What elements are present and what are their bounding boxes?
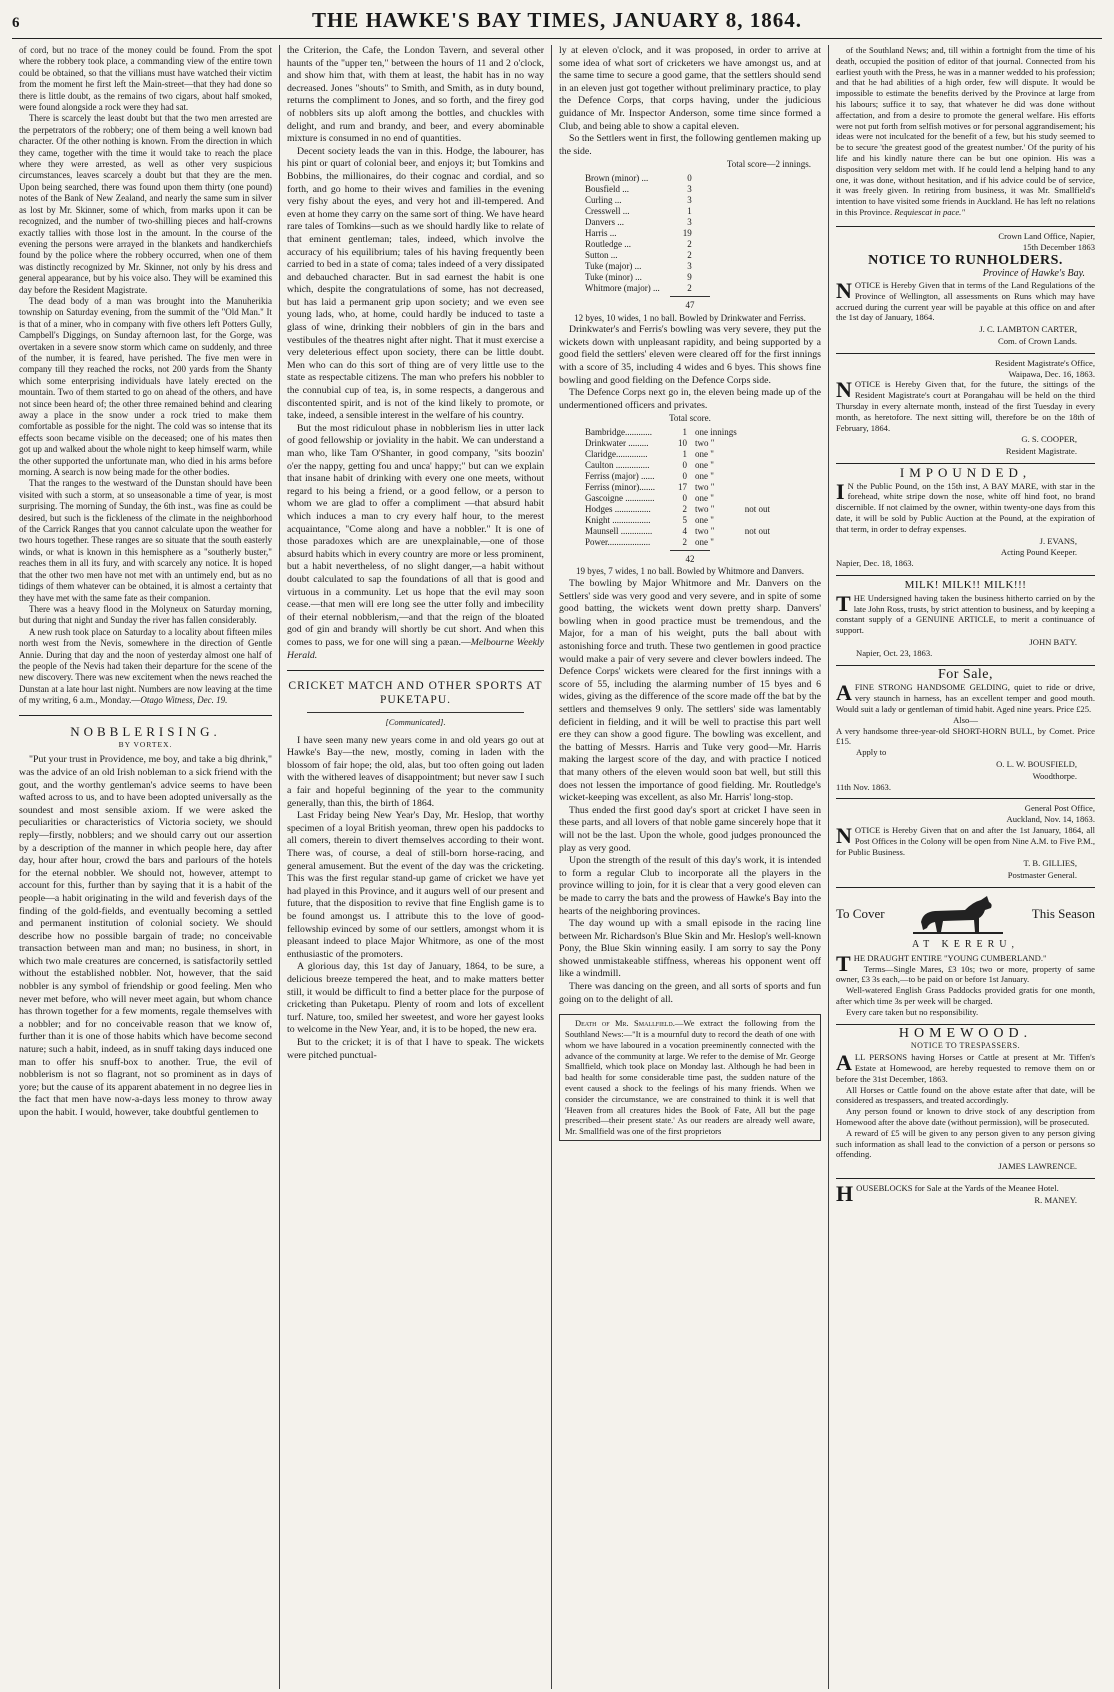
date-line: 15th December 1863 [1022,241,1095,252]
score-row [581,195,696,206]
player-score: 1 [682,448,687,459]
divider [19,715,272,716]
notice-text: A reward of £5 will be given to any person given to any person giving such information as shall lead to the conviction of a person or persons so offending. [836,1127,1095,1160]
paragraph: The dead body of a man was brought into the Manuherikia township on Saturday evening, from the summit of the "Old Man." It is that of a miner, who in company with five others left Potters Gully, Campbell's Diggings, on Sunday afternoon last, for the Gorge, was overtaken in a severe snow storm which came on suddenly, and three of the number, it is feared, have perished. The five men were in company till they reached the rocks, not 200 yards from the Shanty which some enterprising individuals have lately erected on the mountain. Two of them started to go on ahead of the others, and have not since been heard of; the other three remained behind and clearing away a place in the snow under a rock tried to make them comfortable as possible for the night. The cold was so intense that its effects soon became visible on the deceased; one of his mates then got up and walked about the whole night to keep himself warm, while the other supported the unfortunate man, who died in his arms before morning. A search is now being made for the other bodies. [19,295,272,478]
player-score: 2 [682,503,687,514]
notice-body [836,825,1095,857]
article-note: [Communicated]. [385,717,446,728]
notice-text: All Horses or Cattle found on the above estate after that date, will be considered as trespassers, and treated accordingly. [836,1084,1095,1106]
score-row [581,449,774,460]
score-row [581,537,774,548]
date-line: Napier, Oct. 23, 1863. [856,647,933,658]
notice-title: HOMEWOOD. [898,1025,1033,1041]
player-name: Hodges ................ [585,503,651,514]
score-row [581,460,774,471]
not-out [741,515,774,526]
death-text: of the Southland News; and, till within a fortnight from the time of his death, occupied the position of editor of that journal. Connected from his earliest youth with the Press, he was in a manner wedded to his profession; and that he had abilities of a high order, few will dispute. It would be impossible to estimate the benefits derived by the Province at large from his labours; suffice it to say, that whatever he did was done without affectation, and from a desire to promote the general welfare. His efforts were not put forth from selfish motives or for personal aggrandisement; his ideas were not inculcated for the benefit of a few, but his study seemed to be to secure 'the greatest good of the greatest number.' Of the purity of his life and his kindly nature there can be but one opinion. His was a disposition very seldom met with. If he could lend a helping hand to any one, it was done, without hesitation, and if his advice could be of service, it was freely given. In retiring from business, it was Mr. Smallfield's intention to have visited some friends in Auckland. He has left no relations in this Province. [836,45,1095,217]
notice-title: For Sale, [937,666,994,682]
score-row [581,427,774,438]
score-row [581,250,696,261]
score-row [581,482,774,493]
signature: G. S. COOPER, [1021,434,1077,445]
signature-title: Com. of Crown Lands. [997,335,1077,346]
column-4 [829,45,1102,1689]
stud-notice [836,892,1095,1018]
player-score: 9 [687,271,692,282]
total-rule [670,296,710,297]
not-out [741,449,774,460]
player-name: Maunsell .............. [585,525,653,536]
divider [836,353,1095,354]
innings: two " [695,481,715,492]
score-row [581,283,696,294]
player-name: Routledge ... [585,238,631,249]
drop-cap: T [836,590,851,616]
total-rule [670,550,710,551]
divider [307,712,524,713]
score-row [581,261,696,272]
defence-score-table [581,427,774,548]
column-1 [12,45,280,1689]
score-row [581,173,696,184]
drop-cap: T [836,950,851,976]
drop-cap: I [836,478,845,504]
innings: two " [695,437,715,448]
player-score: 4 [682,525,687,536]
notice-text: OTICE is Hereby Given that, for the future, the sittings of the Resident Magistrate's court at Porangahau will be held on the third Thursday in every alternate month, instead of the first Tuesday in every month, as heretofore. The next sitting will, therefore be on the 18th of February, 1864. [836,379,1095,433]
paragraph: Thus ended the first good day's sport at cricket I have seen in these parts, and all lovers of that noble game sincerely hope that it will not be the last. Upon the whole, good judges pronounced the play as very good. [559,804,821,854]
cover-heading [836,892,1095,936]
paragraph-text: But the most ridiculout phase in nobblerism lies in utter lack of good fellowship or joviality in the habit. We can understand a man who, like Tam O'Shanter, in good company, "sits boozin' o'er the nappy, getting fou and unca' happy;" but can we explain that insane habit of drinking with every one one meets, without regard to his being a friend, or a good fellow, or a person to whom we are glad to offer a compliment —that absurd habit which induces a man to cry every half hour, to the merest acquaintance, "Come along and have a nobbler." It is one of those paradoxes which are are unexplainable,—one of those absurd habits which in every country are more or less prominent, but a habit nevertheless, of no slight danger,—a habit without doubt calculated to sap the foundations of all that is good and virtuous in a community. Let us hope that the evil may soon cease.—that men will ere long see the utter folly and imbecility of their eternal nobblerism,—and that the reign of the bloated god of gin and brandy will shortly be cut short. And when this comes to pass, we for one will sing a pæan.— [287,422,544,648]
article-byline: BY VORTEX. [118,739,173,749]
innings: one " [695,514,714,525]
cover-left: To Cover [836,905,885,921]
signature-title: Resident Magistrate. [1005,446,1077,457]
divider [287,670,544,671]
column-3 [552,45,829,1689]
notice-text: OTICE is Hereby Given that on and after the 1st January, 1864, all Post Offices in the Colony will be open from Nine A.M. to Five P.M., for Public Business. [836,825,1095,857]
paragraph: The bowling by Major Whitmore and Mr. Danvers on the Settlers' side was very good and very severe, and in spite of some good batting, the wickets went down pretty sharp. Danvers' bowling when in good practice must be tremendous, and the Major, for a man of his weight, puts the ball about with astonishing force and truth. These two gentlemen in good practice would make a pair of very severe and clever bowlers indeed. The Defence Corps' wickets were cleared for the first innings with a score of 55, including the alarming number of 15 byes and 6 wides, giving as the difference of the score made off the bat by the settlers and themselves 9 only. The settlers' side was lamentably deficient in fielding, and it will be well to practise this part well ere they can show a good figure. The bowling was excellent, and the batting of Messrs. Harris and Tuke very good—Mr. Harris making the largest score of the day, and with practice I noticed that many others of the eleven would soon bat well, but still this does not lessen the importance of good fielding. Mr. Routledge's wicket-keeping was excellent, as also Mr. Harris' long-stop. [559,578,821,804]
also-line: Also— [953,714,978,725]
player-name: Sutton ... [585,249,618,260]
divider [836,1024,1095,1025]
magistrate-notice [836,358,1095,457]
innings: one " [695,459,714,470]
notice-text: FINE STRONG HANDSOME GELDING, quiet to ride or drive, very staunch in harness, has an excellent temper and good mouth. Would suit a lady or gentleman of timid habit. Aged nine years. Price £25. [836,682,1095,715]
score-note: 19 byes, 7 wides, 1 no ball. Bowled by Whitmore and Danvers. [575,566,805,577]
notice-body [836,682,1095,714]
homewood-notice [836,1025,1095,1172]
page-number: 6 [12,15,20,31]
drop-cap: A [836,1050,852,1076]
office-line: Crown Land Office, Napier, [998,230,1095,241]
article-title: CRICKET MATCH AND OTHER SPORTS AT PUKETAPU. [288,680,543,707]
care-note: Every care taken but no responsibility. [846,1006,979,1017]
not-out [741,493,774,504]
score-row [581,438,774,449]
death-text: —We extract the following from the Southland News:—"It is a mournful duty to record the death of one with whom we have laboured in a vocation preeminently connected with the advance of the community at large. We refer to the demise of Mr. George Smallfield, which took place on Monday last. Although he had been in bad health for some considerable time past, the sudden nature of the event caused a shock to the feelings of his many friends. When we consider the circumstance, we are constrained to think it is well that 'Heaven from all creatures hides the Book of Fate, All but the page prescribed—their present state.' As our readers are already well aware, Mr. Smallfield was one of the first proprietors [565,1018,815,1137]
signature: O. L. W. BOUSFIELD, [996,759,1077,770]
date-line: 11th Nov. 1863. [836,781,891,792]
not-out [741,482,774,493]
death-notice-box [559,1014,821,1141]
player-name: Danvers ... [585,216,624,227]
score-row [581,526,774,537]
score-row [581,471,774,482]
score-total: 42 [685,553,695,564]
notice-text: OUSEBLOCKS for Sale at the Yards of the Meanee Hotel. [856,1182,1059,1193]
player-name: Whitmore (major) ... [585,282,660,293]
drop-cap: H [836,1180,854,1206]
date-line: Auckland, Nov. 14, 1863. [1006,814,1095,825]
player-score: 0 [682,470,687,481]
player-name: Tuke (major) ... [585,260,642,271]
latin-phrase: Requiescat in pace." [894,206,965,217]
paragraph: Decent society leads the van in this. Hodge, the labourer, has his pint or quart of colonial beer, and enjoys it; but Tomkins and Bobbins, the millionaires, do their cognac and cordial, and so forth, and go home to their wives and families in the evening very fishy about the eyes, and very hot and ill-tempered. And even at home they carry on the same sort of thing. We have heard rare tales of Tomkins—such as we should hardly like to relate of that eminent gentleman; tales, indeed, which involve the accuracy of his equilibrium; tales of his having frequently been carried to bed in a state of coma; tales indeed of a very dissipated and debauched character. But in sad earnest the habit is one which, despite the congratulations of some, has not decreased, but has laid a permanent grip upon society; and we even see young lads, who, at home, could hardly be induced to taste a glass of wine, drinking their nobblers of gin in the bars and vestibules of the theatres night after night. That it must exercise a very deleterious effect upon society, there can be little doubt. Men who can do this sort of thing are of very little use to the state as respectable citizens. The man who prefers his nobbler to the connubial cup of tea, is, in some respects, a dangerous and discontented spirit, and is not of the kind likely to promote, or take, indeed, a sensible interest in the welfare of his country. [287,145,544,422]
date-line: Napier, Dec. 18, 1863. [836,558,914,569]
paragraph: The Defence Corps next go in, the eleven being made up of the undermentioned officers and privates. [559,387,821,411]
divider [836,463,1095,464]
not-out [741,537,774,548]
player-score: 17 [678,481,687,492]
divider [836,575,1095,576]
cover-right: This Season [1031,905,1095,921]
settlers-score-table [581,173,696,294]
score-total: 47 [685,299,695,310]
player-name: Curling ... [585,194,622,205]
place-line: AT KERERU, [911,938,1020,950]
signature-title: Woodthorpe. [1032,770,1077,781]
signature: JAMES LAWRENCE. [998,1161,1077,1172]
not-out [741,438,774,449]
divider [836,665,1095,666]
innings: one innings [695,426,737,437]
paragraph: There was dancing on the green, and all sorts of sports and fun going on to the delight of all. [559,981,821,1005]
signature-title: Acting Pound Keeper. [1000,547,1077,558]
signature-title: Postmaster General. [1007,870,1077,881]
player-name: Gascoigne ............. [585,492,655,503]
player-name: Bambridge............ [585,426,652,437]
notice-text: Any person found or known to drive stock of any description from Homewood after the above date (without permission), will be prosecuted. [836,1106,1095,1127]
innings: one " [695,536,714,547]
office-line: Resident Magistrate's Office, [995,357,1095,368]
signature: J. C. LAMBTON CARTER, [979,324,1077,335]
date-line: Waipawa, Dec. 16, 1863. [1008,368,1095,379]
office-line: General Post Office, [1024,803,1095,814]
paragraph [287,423,544,662]
player-name: Tuke (minor) ... [585,271,642,282]
paragraph: "Put your trust in Providence, me boy, and take a big dhrink," was the advice of an old Irish nobleman to a sick friend with the gout, and the worthy gentleman's advice seems to have been wafted across to us, and to have been adopted universally as the soundest and most sensible axiom. If we were asked the peculiarities or characteristics of Victoria society, we should reply—firstly, nobblers; and we should carry out our assertion by a description of the manner in which people here, day after day, hour after hour, crowd the bars and parlours of the hotels for the eternal nobbler. We should not, however, attempt to account for this, further than by saying that it is a habit of the people—a habit originating in the wild and feverish days of the finding of the gold-fields, and eventually becoming a settled and permanent institution of colonial society. We should describe how no possible bargain of trade; no conceivable transaction between man and man; no business, in short, in which two male creatures are concerned, is satisfactorily settled without the established nobbler. Not, however, that the said nobbler is any symbol of friendship or good feeling. Men who never met before, who will never meet again, but whom chance has thrown together for a few moments, regale themselves with a nobbler; and for no conceivable reason that we know of, further than it is one of those habits which have become second nature; such a habit, indeed, as in snuff taking days induced one man to offer his snuff-box to another. True, the evil of nobblerism is not so flagrant, not so prominent as in days of yore; but the cause of its apparent abatement in no degree lies in the fact that men have now-a-days less money to throw away upon the habit. I would, however, take doubtful gentlemen to [19,754,272,1118]
paragraph: There was a heavy flood in the Molyneux on Saturday morning, but during that night and Sunday the river has fallen considerably. [19,603,272,626]
source-credit: Melbourne Weekly Herald. [287,636,544,661]
notice-text: N the Public Pound, on the 15th inst, A BAY MARE, with star in the forehead, white stripe down the nose, white off hind foot, no brand discernible. If not claimed by the owner, within twenty-one days from this date, it will be sold by Public Auction at the Pound, at the expiration of that term, in order to defray expenses. [836,480,1095,534]
post-office-notice [836,803,1095,881]
divider [836,887,1095,888]
player-score: 3 [687,183,692,194]
notice-title: MILK! MILK!! MILK!!! [904,579,1027,592]
not-out: not out [744,503,771,514]
paragraph: So the Settlers went in first, the following gentlemen making up the side. [559,133,821,157]
death-heading: Death of Mr. Smallfield. [575,1018,675,1029]
score-note: 12 byes, 10 wides, 1 no ball. Bowled by Drinkwater and Ferriss. [574,312,806,323]
paragraph: Last Friday being New Year's Day, Mr. Heslop, that worthy specimen of a loyal British yeoman, threw open his paddocks to all comers, therein to divert themselves according to their wont. There was, of course, a deal of still-born horse-racing, and general amusement. But the event of the day was the cricketing. This was the first regular stand-up game of cricket we have yet had played in this Province, and it augurs well of our present and future, that the disposition to revive that fine English game is to be found amongst us. I attribute this to the love of good-fellowship evinced by some of our settlers, amongst whom it is pleasant indeed to place Major Whitmore, as one of the most enthusiastic of the promoters. [287,810,544,960]
score-row [581,217,696,228]
notice-body [836,1052,1095,1084]
not-out [741,427,774,438]
player-score: 5 [682,514,687,525]
divider [836,226,1095,227]
score-row [581,239,696,250]
player-name: Caulton ............... [585,459,650,470]
paragraph: Drinkwater's and Ferris's bowling was very severe, they put the wickets down with unpleasant rapidity, and being supported by a good field the settlers' eleven were cleared off for the first innings with a score of 35, including 4 wides and 6 byes. This shows fine bowling and good fielding on the Defence Corps side. [559,324,821,386]
signature: J. EVANS, [1039,535,1077,546]
innings: one " [695,448,714,459]
player-name: Ferriss (minor)....... [585,481,655,492]
newspaper-title: THE HAWKE'S BAY TIMES, JANUARY 8, 1864. [311,8,803,32]
column-2 [280,45,552,1689]
province-line: Province of Hawke's Bay. [982,268,1085,280]
paragraph: A glorious day, this 1st day of January, 1864, to be sure, a delicious breeze tempered the heat, and to make matters better still, it would be difficult to find a better place for the purpose of cricketing than Puketapu. Plenty of room and lots of excellent turf. Nature, too, smiled her sweetest, and wore her gayest looks to welcome in the New Year, and, it is to be hoped, the new era. [287,961,544,1036]
player-score: 3 [687,260,692,271]
paragraph: I have seen many new years come in and old years go out at Hawke's Bay—the new, mostly, coming in laden with the blossom of fair hope; the old, alas, but too often going out laden with the withered leaves of disappointment; but never saw I such a fair and hopeful beginning of the year to the community generally, than this, the birth of 1864. [287,734,544,809]
not-out: not out [744,525,771,536]
paragraph [19,627,272,707]
score-row [581,493,774,504]
player-score: 2 [682,536,687,547]
paragraph: Upon the strength of the result of this day's work, it is intended to form a regular Club to incorporate all the players in the province willing to join, for it is clear that a very good eleven can be made to carry the bats and the prowess of Hawke's Bay into the hearts of the neighboring provinces. [559,855,821,917]
not-out [741,460,774,471]
signature: R. MANEY. [1034,1194,1077,1205]
impounded-notice [836,464,1095,569]
drop-cap: A [836,680,852,706]
divider [836,798,1095,799]
death-notice [565,1018,815,1137]
notice-text: HE Undersigned having taken the business hitherto carried on by the late John Ross, trusts, by strict attention to business, and by keeping a constant supply of a GENUINE ARTICLE, to merit a continuance of support. [836,592,1095,636]
player-score: 2 [687,238,692,249]
score-row [581,515,774,526]
for-sale-notice [836,666,1095,793]
notice-body [836,379,1095,433]
player-name: Knight ................. [585,514,651,525]
paragraph: the Criterion, the Cafe, the London Tavern, and several other haunts of the "upper ten," between the hours of 11 and 2 o'clock, and show him that, with them at least, the habit has in no way decreased. Jones "shouts" to Smith, and Smith, as in duty bound, returns the compliment to Jones, and so forth, and the firey god of nobblers sits up aloft among the bottles, and chuckles with delight, and rum and brandy, and beer, and every abominable mixture is consumed in no end of quantities. [287,45,544,145]
masthead [12,8,1102,39]
notice-subtitle: NOTICE TO TRESPASSERS. [910,1041,1021,1051]
paragraph: The day wound up with a small episode in the racing line between Mr. Richardson's Blue Skin and Mr. Heslop's well-known Pony, the Blue Skin winning easily. I am sorry to say the Pony showed unmistakeable stiffness, whereas his opponent went off like a windmill. [559,918,821,980]
not-out [741,471,774,482]
score-row [581,504,774,515]
notice-title: IMPOUNDED, [899,464,1032,480]
notice-text: OTICE is Hereby Given that in terms of the Land Regulations of the Province of Wellington, all assessments on Runs which may have accrued during the current year will be payable at this office on and after the 1st day of January, 1864. [836,279,1095,323]
paragraph: That the ranges to the westward of the Dunstan should have been visited with such a storm, at so unseasonable a time of year, is most surprising. The morning of Sunday, the 6th inst., was fine as could be desired, but such is the fickleness of the climate in the neighborhood of the Carrick Ranges that you cannot calculate upon the weather for two hours together. These ranges are so situate that the south easterly winds, or what is known in this hemisphere as a "southerly buster," reaches them in all its fury, and with scarcely any notice. It is hoped that the other two men have not met with an untimely end, but as no tidings of them whatever can be obtained, it is almost a certainty that they have met with the same fate as their companion. [19,478,272,603]
paragraph: of cord, but no trace of the money could be found. From the spot where the robbery took place, a commanding view of the entire town could be obtained, so that the villians must have watched their victim from the moment he first left the Main-street—that they had done so there is little doubt, as the remains of two cigars, about half smoked, were found alongside a rock were they had sat. [19,45,272,113]
notice-body [836,478,1095,535]
score-row [581,272,696,283]
terms: Terms—Single Mares, £3 10s; two or more, property of same owner, £3 3s each,—to be paid on or before 1st January. [836,963,1095,985]
milk-notice [836,580,1095,659]
horse-icon [913,892,1003,936]
innings: one " [695,470,714,481]
player-name: Drinkwater ......... [585,437,649,448]
drop-cap: N [836,377,852,403]
notice-body [836,590,1095,636]
player-name: Power................... [585,536,651,547]
player-score: 19 [682,227,692,238]
notice-text: LL PERSONS having Horses or Cattle at present at Mr. Tiffen's Estate at Homewood, are hereby requested to remove them on or before the 31st December, 1863. [836,1052,1095,1084]
player-score: 2 [687,282,692,293]
innings: two " [695,525,715,536]
paragraph: There is scarcely the least doubt but that the two men arrested are the perpetrators of the robbery; one of them being a well known bad character. Of the other nothing is known. From the direction in which they came, together with the time it would take to reach the place where they were arrested, as well as other very suspicious circumstances, leaves scarcely a doubt but that they are the men. Upon being searched, there was found upon them thirty (one pound) notes of the Bank of New Zealand, and nearly the same sum in silver as lost by Mr. Skinner, some of which, from marks upon it can be recognized, and the number of two-shilling pieces and half-crowns exactly tallies with those lost in the amount. In the course of the evening the persons were arrayed in the blankets and handkerchiefs found by the police where the robbery occurred, when one of them was distinctly recognized by Mr. Skinner, not only by his dress and general appearance, but by his voice also. They will be examined this day before the Resident Magistrate. [19,113,272,295]
score-heading: Total score—2 innings. [726,159,811,170]
player-name: Bousfield ... [585,183,629,194]
notice-text: HE DRAUGHT ENTIRE "YOUNG CUMBERLAND." [853,952,1047,963]
player-name: Cresswell ... [585,205,630,216]
drop-cap: N [836,277,852,303]
player-name: Harris ... [585,227,617,238]
columns [12,45,1102,1689]
notice-text: A very handsome three-year-old SHORT-HORN BULL, by Comet. Price £15. [836,725,1095,747]
runholders-notice [836,231,1095,347]
player-score: 3 [687,194,692,205]
player-score: 2 [687,249,692,260]
player-score: 10 [678,437,687,448]
score-row [581,184,696,195]
player-score: 1 [682,426,687,437]
source-credit: Otago Witness, Dec. 19. [140,695,228,706]
player-name: Ferriss (major) ...... [585,470,655,481]
grass-paddocks: Well-watered English Grass Paddocks provided gratis for one month, after which time 3s per week will be charged. [836,985,1095,1006]
drop-cap: N [836,823,852,848]
notice-title: NOTICE TO RUNHOLDERS. [868,253,1063,269]
notice-body [836,277,1095,323]
player-score: 1 [687,205,692,216]
houseblocks-notice [836,1180,1095,1206]
article-title: NOBBLERISING. [70,723,221,739]
paragraph: But to the cricket; it is of that I have to speak. The wickets were pitched punctual- [287,1036,544,1061]
score-row [581,206,696,217]
score-row [581,228,696,239]
paragraph: ly at eleven o'clock, and it was proposed, in order to arrive at some idea of what sort of cricketers we have amongst us, and at the same time to secure a good game, that the settlers should send in an eleven just got together without preliminary practice, to play the Defence Corps, that corps having, under the judicious guidance of Mr. Inspector Anderson, some time since formed a Club, and being able to show a capital eleven. [559,45,821,132]
player-score: 0 [687,172,692,183]
player-score: 3 [687,216,692,227]
innings: one " [695,492,714,503]
divider [836,1178,1095,1179]
death-continued [836,45,1095,218]
player-score: 0 [682,492,687,503]
innings: two " [695,503,715,514]
signature: JOHN BATY. [1029,637,1077,648]
score-heading: Total score. [669,413,711,424]
apply-line: Apply to [856,747,887,758]
player-name: Brown (minor) ... [585,172,649,183]
signature: T. B. GILLIES, [1023,858,1077,869]
player-name: Claridge.............. [585,448,648,459]
paragraph-text: A new rush took place on Saturday to a locality about fifteen miles north west from the Nevis, somewhere in the direction of Gentle Annie. During that day and the noon of yesterday almost one half of the people of the Nevis had taken their departure for the scene of the new discovery. There was new excitement when the news reached the Dunstan at a late hour last night. Numbers are now leaving at the time of my writing, 6 a.m., Monday.— [19,626,272,706]
player-score: 0 [682,459,687,470]
